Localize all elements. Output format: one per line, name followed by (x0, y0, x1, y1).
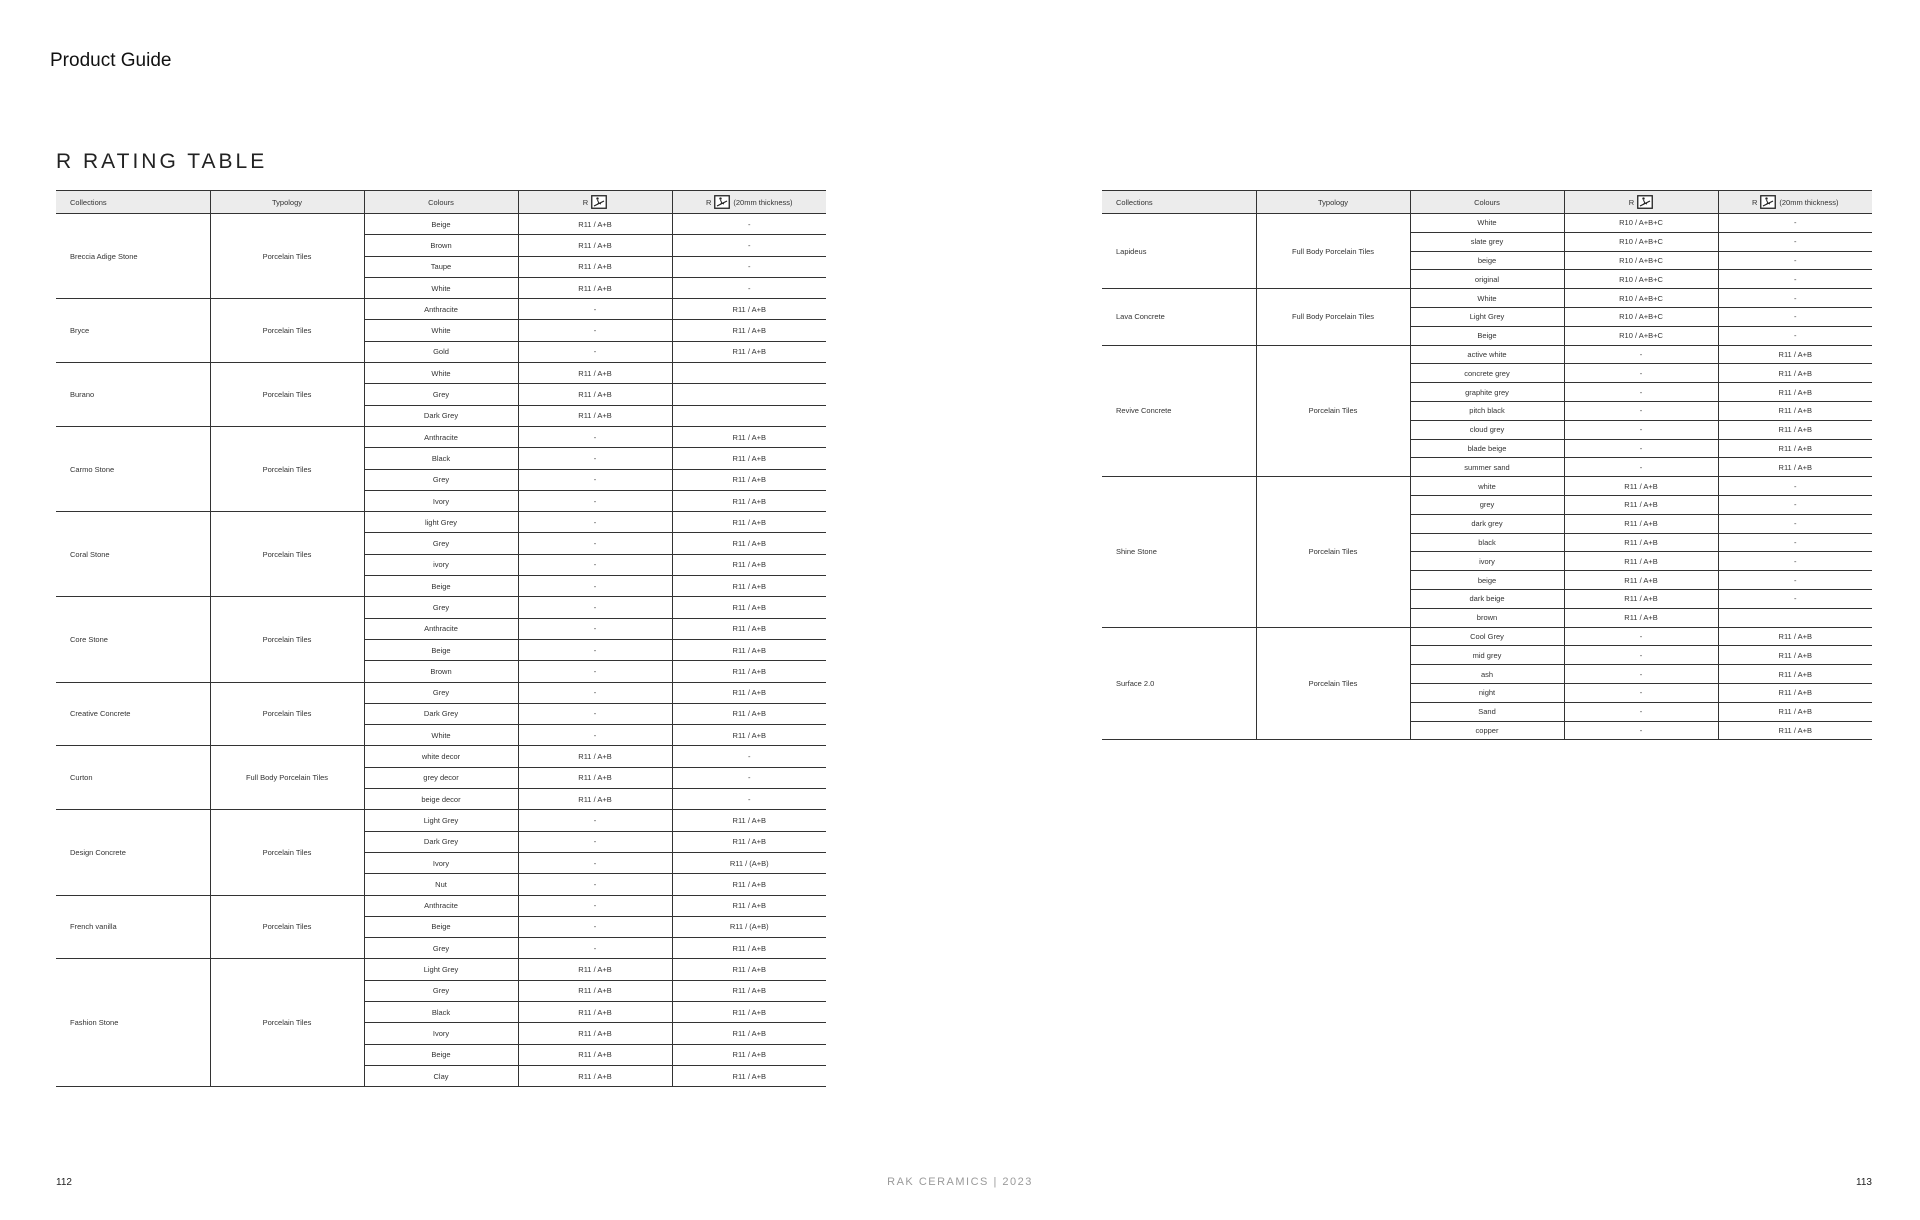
col-header-r-20mm (672, 191, 826, 214)
r-rating-20mm-cell: R11 / A+B (1718, 364, 1872, 383)
r-rating-20mm-cell: R11 / A+B (672, 682, 826, 703)
r-rating-20mm-cell: R11 / A+B (672, 618, 826, 639)
colour-cell: Black (364, 448, 518, 469)
table-row (56, 214, 826, 235)
colour-cell: Brown (364, 235, 518, 256)
collection-name: Design Concrete (56, 810, 210, 895)
r-rating-cell: - (518, 639, 672, 660)
r-rating-20mm-cell: R11 / A+B (672, 512, 826, 533)
colour-cell: slate grey (1410, 232, 1564, 251)
colour-cell: Ivory (364, 490, 518, 511)
colour-cell: light Grey (364, 512, 518, 533)
r-rating-20mm-cell: R11 / A+B (672, 661, 826, 682)
r-rating-cell: - (518, 448, 672, 469)
r-rating-cell: R11 / A+B (518, 405, 672, 426)
colour-cell: White (1410, 289, 1564, 308)
colour-cell: ivory (364, 554, 518, 575)
col-header-r20-label: R (1751, 197, 1758, 207)
col-header-typology: Typology (1256, 191, 1410, 214)
colour-cell: White (364, 320, 518, 341)
colour-cell: cloud grey (1410, 420, 1564, 439)
r-rating-20mm-cell: R11 / A+B (1718, 665, 1872, 684)
r-rating-cell: R10 / A+B+C (1564, 251, 1718, 270)
colour-cell: black (1410, 533, 1564, 552)
colour-cell: Dark Grey (364, 831, 518, 852)
col-header-thickness-note: (20mm thickness) (1779, 197, 1839, 207)
typology-cell: Full Body Porcelain Tiles (1256, 214, 1410, 289)
section-title: R RATING TABLE (56, 150, 268, 173)
collection-name: French vanilla (56, 895, 210, 959)
r-rating-20mm-cell: R11 / A+B (1718, 458, 1872, 477)
ramp-slip-icon (1760, 195, 1776, 209)
r-rating-cell: - (518, 725, 672, 746)
collection-name: Lapideus (1102, 214, 1256, 289)
colour-cell: Light Grey (1410, 307, 1564, 326)
r-rating-20mm-cell: R11 / A+B (1718, 383, 1872, 402)
r-rating-20mm-cell: R11 / A+B (672, 703, 826, 724)
r-rating-20mm-cell: R11 / A+B (672, 597, 826, 618)
colour-cell: Beige (364, 576, 518, 597)
r-rating-20mm-cell: R11 / A+B (672, 1023, 826, 1044)
r-rating-20mm-cell: - (672, 767, 826, 788)
collection-name: Carmo Stone (56, 426, 210, 511)
r-rating-20mm-cell (672, 384, 826, 405)
r-rating-cell: R10 / A+B+C (1564, 270, 1718, 289)
r-rating-cell: R11 / A+B (518, 363, 672, 384)
colour-cell: Grey (364, 980, 518, 1001)
collection-name: Fashion Stone (56, 959, 210, 1087)
r-rating-20mm-cell: R11 / A+B (672, 469, 826, 490)
r-rating-cell: - (1564, 683, 1718, 702)
r-rating-20mm-cell (672, 405, 826, 426)
col-header-r-label: R (1628, 197, 1635, 207)
r-rating-20mm-cell: R11 / A+B (1718, 702, 1872, 721)
colour-cell: Sand (1410, 702, 1564, 721)
r-rating-cell: - (1564, 383, 1718, 402)
r-rating-20mm-cell (672, 363, 826, 384)
col-header-r-20mm (1718, 191, 1872, 214)
colour-cell: Dark Grey (364, 703, 518, 724)
collection-name: Surface 2.0 (1102, 627, 1256, 740)
r-rating-cell: - (518, 533, 672, 554)
collection-name: Core Stone (56, 597, 210, 682)
colour-cell: Grey (364, 938, 518, 959)
r-rating-table-left (56, 190, 826, 1087)
colour-cell: Grey (364, 597, 518, 618)
colour-cell: pitch black (1410, 401, 1564, 420)
r-rating-cell: R11 / A+B (1564, 495, 1718, 514)
r-rating-cell: R11 / A+B (518, 1044, 672, 1065)
r-rating-cell: - (518, 512, 672, 533)
r-rating-20mm-cell: R11 / A+B (672, 874, 826, 895)
r-rating-cell: R11 / A+B (518, 235, 672, 256)
r-rating-20mm-cell: - (1718, 307, 1872, 326)
r-rating-20mm-cell: R11 / A+B (1718, 420, 1872, 439)
r-rating-20mm-cell: R11 / A+B (672, 554, 826, 575)
r-rating-cell: - (1564, 721, 1718, 740)
typology-cell: Porcelain Tiles (1256, 345, 1410, 477)
colour-cell: Taupe (364, 256, 518, 277)
r-rating-20mm-cell: - (1718, 232, 1872, 251)
r-rating-20mm-cell: - (1718, 214, 1872, 233)
r-rating-20mm-cell (1718, 608, 1872, 627)
r-rating-20mm-cell: R11 / (A+B) (672, 916, 826, 937)
table-row (1102, 214, 1872, 233)
colour-cell: night (1410, 683, 1564, 702)
colour-cell: Beige (364, 639, 518, 660)
r-rating-cell: - (1564, 665, 1718, 684)
typology-cell: Porcelain Tiles (210, 363, 364, 427)
r-rating-cell: - (518, 490, 672, 511)
table-row (56, 426, 826, 447)
colour-cell: Light Grey (364, 959, 518, 980)
colour-cell: Light Grey (364, 810, 518, 831)
col-header-colours: Colours (1410, 191, 1564, 214)
colour-cell: beige (1410, 571, 1564, 590)
r-rating-20mm-cell: R11 / A+B (672, 980, 826, 1001)
r-rating-cell: - (518, 895, 672, 916)
typology-cell: Porcelain Tiles (210, 426, 364, 511)
r-rating-20mm-cell: R11 / A+B (672, 533, 826, 554)
r-rating-20mm-cell: R11 / A+B (672, 639, 826, 660)
r-rating-20mm-cell: R11 / A+B (672, 1001, 826, 1022)
colour-cell: Anthracite (364, 299, 518, 320)
col-header-collections: Collections (56, 191, 210, 214)
collection-name: Revive Concrete (1102, 345, 1256, 477)
col-header-r (1564, 191, 1718, 214)
collection-name: Curton (56, 746, 210, 810)
r-rating-cell: R11 / A+B (1564, 514, 1718, 533)
r-rating-20mm-cell: R11 / A+B (1718, 627, 1872, 646)
colour-cell: ivory (1410, 552, 1564, 571)
col-header-colours: Colours (364, 191, 518, 214)
typology-cell: Porcelain Tiles (210, 597, 364, 682)
r-rating-cell: R11 / A+B (1564, 477, 1718, 496)
r-rating-20mm-cell: R11 / A+B (672, 426, 826, 447)
r-rating-cell: - (518, 341, 672, 362)
r-rating-cell: - (518, 618, 672, 639)
r-rating-cell: R11 / A+B (518, 767, 672, 788)
collection-name: Lava Concrete (1102, 289, 1256, 345)
typology-cell: Full Body Porcelain Tiles (1256, 289, 1410, 345)
colour-cell: Nut (364, 874, 518, 895)
colour-cell: grey decor (364, 767, 518, 788)
r-rating-20mm-cell: R11 / A+B (672, 1065, 826, 1086)
table-header-row (56, 191, 826, 214)
colour-cell: Clay (364, 1065, 518, 1086)
col-header-r (518, 191, 672, 214)
table-row (56, 810, 826, 831)
r-rating-cell: - (518, 554, 672, 575)
colour-cell: beige decor (364, 789, 518, 810)
r-rating-cell: - (518, 810, 672, 831)
r-rating-cell: R11 / A+B (518, 1065, 672, 1086)
r-rating-cell: - (1564, 401, 1718, 420)
r-rating-cell: - (518, 597, 672, 618)
r-rating-20mm-cell: R11 / A+B (672, 938, 826, 959)
r-rating-20mm-cell: - (1718, 326, 1872, 345)
r-rating-20mm-cell: R11 / A+B (672, 320, 826, 341)
colour-cell: Beige (1410, 326, 1564, 345)
r-rating-cell: - (1564, 420, 1718, 439)
colour-cell: copper (1410, 721, 1564, 740)
col-header-collections: Collections (1102, 191, 1256, 214)
r-rating-20mm-cell: - (672, 746, 826, 767)
r-rating-20mm-cell: R11 / A+B (672, 341, 826, 362)
r-rating-cell: - (518, 874, 672, 895)
r-rating-20mm-cell: - (672, 235, 826, 256)
r-rating-20mm-cell: R11 / A+B (672, 895, 826, 916)
typology-cell: Porcelain Tiles (1256, 477, 1410, 627)
r-rating-cell: - (1564, 439, 1718, 458)
r-rating-20mm-cell: - (1718, 589, 1872, 608)
r-rating-cell: R11 / A+B (518, 980, 672, 1001)
colour-cell: concrete grey (1410, 364, 1564, 383)
r-rating-cell: - (518, 938, 672, 959)
table-row (56, 746, 826, 767)
r-rating-cell: - (1564, 702, 1718, 721)
colour-cell: mid grey (1410, 646, 1564, 665)
colour-cell: white decor (364, 746, 518, 767)
r-rating-20mm-cell: - (672, 256, 826, 277)
colour-cell: Beige (364, 214, 518, 235)
r-rating-cell: - (518, 703, 672, 724)
r-rating-20mm-cell: - (1718, 251, 1872, 270)
colour-cell: dark grey (1410, 514, 1564, 533)
typology-cell: Porcelain Tiles (210, 810, 364, 895)
typology-cell: Porcelain Tiles (210, 512, 364, 597)
colour-cell: ash (1410, 665, 1564, 684)
r-rating-cell: - (518, 299, 672, 320)
r-rating-20mm-cell: R11 / A+B (672, 490, 826, 511)
colour-cell: graphite grey (1410, 383, 1564, 402)
r-rating-cell: R11 / A+B (1564, 589, 1718, 608)
colour-cell: white (1410, 477, 1564, 496)
collection-name: Burano (56, 363, 210, 427)
r-rating-20mm-cell: R11 / A+B (1718, 646, 1872, 665)
table-row (56, 682, 826, 703)
ramp-slip-icon (591, 195, 607, 209)
collection-name: Shine Stone (1102, 477, 1256, 627)
r-rating-20mm-cell: R11 / A+B (672, 1044, 826, 1065)
r-rating-20mm-cell: R11 / A+B (1718, 401, 1872, 420)
r-rating-20mm-cell: - (672, 214, 826, 235)
r-rating-cell: R11 / A+B (518, 384, 672, 405)
r-rating-cell: - (518, 852, 672, 873)
colour-cell: dark beige (1410, 589, 1564, 608)
page-number-right: 113 (1856, 1177, 1872, 1188)
colour-cell: Cool Grey (1410, 627, 1564, 646)
r-rating-20mm-cell: R11 / A+B (672, 810, 826, 831)
table-row (56, 597, 826, 618)
r-rating-cell: - (1564, 364, 1718, 383)
r-rating-cell: R11 / A+B (518, 214, 672, 235)
colour-cell: beige (1410, 251, 1564, 270)
collection-name: Creative Concrete (56, 682, 210, 746)
colour-cell: White (364, 277, 518, 298)
r-rating-20mm-cell: - (672, 277, 826, 298)
r-rating-cell: - (518, 576, 672, 597)
colour-cell: White (364, 725, 518, 746)
r-rating-cell: - (1564, 458, 1718, 477)
colour-cell: blade beige (1410, 439, 1564, 458)
r-rating-20mm-cell: - (1718, 571, 1872, 590)
table-row (56, 512, 826, 533)
typology-cell: Porcelain Tiles (210, 682, 364, 746)
r-rating-20mm-cell: - (1718, 477, 1872, 496)
r-rating-cell: R10 / A+B+C (1564, 289, 1718, 308)
r-rating-cell: R10 / A+B+C (1564, 214, 1718, 233)
colour-cell: Anthracite (364, 618, 518, 639)
table-row (56, 363, 826, 384)
r-rating-cell: - (518, 661, 672, 682)
r-rating-cell: - (1564, 646, 1718, 665)
colour-cell: Dark Grey (364, 405, 518, 426)
r-rating-cell: R10 / A+B+C (1564, 232, 1718, 251)
r-rating-cell: - (518, 916, 672, 937)
colour-cell: Ivory (364, 1023, 518, 1044)
colour-cell: Grey (364, 682, 518, 703)
r-rating-cell: - (518, 831, 672, 852)
colour-cell: Anthracite (364, 895, 518, 916)
r-rating-cell: R11 / A+B (518, 746, 672, 767)
colour-cell: Grey (364, 533, 518, 554)
table-row (56, 895, 826, 916)
r-rating-20mm-cell: - (1718, 514, 1872, 533)
col-header-r20-label: R (705, 197, 712, 207)
colour-cell: Brown (364, 661, 518, 682)
r-rating-cell: - (1564, 345, 1718, 364)
r-rating-cell: - (518, 682, 672, 703)
table-header-row (1102, 191, 1872, 214)
r-rating-20mm-cell: - (1718, 289, 1872, 308)
table-row (1102, 289, 1872, 308)
r-rating-20mm-cell: - (1718, 270, 1872, 289)
col-header-typology: Typology (210, 191, 364, 214)
colour-cell: Ivory (364, 852, 518, 873)
footer-brand: RAK CERAMICS | 2023 (887, 1176, 1033, 1188)
typology-cell: Porcelain Tiles (210, 895, 364, 959)
collection-name: Coral Stone (56, 512, 210, 597)
table-row (1102, 627, 1872, 646)
r-rating-cell: R11 / A+B (518, 1023, 672, 1044)
r-rating-cell: R11 / A+B (518, 789, 672, 810)
r-rating-table-right (1102, 190, 1872, 740)
table-row (1102, 477, 1872, 496)
r-rating-cell: R11 / A+B (518, 256, 672, 277)
colour-cell: Grey (364, 384, 518, 405)
r-rating-cell: R11 / A+B (518, 1001, 672, 1022)
r-rating-cell: R11 / A+B (1564, 608, 1718, 627)
r-rating-20mm-cell: R11 / A+B (1718, 683, 1872, 702)
typology-cell: Porcelain Tiles (1256, 627, 1410, 740)
ramp-slip-icon (1637, 195, 1653, 209)
r-rating-20mm-cell: R11 / A+B (1718, 721, 1872, 740)
r-rating-cell: R11 / A+B (518, 959, 672, 980)
table-row (56, 299, 826, 320)
r-rating-cell: R10 / A+B+C (1564, 326, 1718, 345)
typology-cell: Porcelain Tiles (210, 299, 364, 363)
typology-cell: Porcelain Tiles (210, 214, 364, 299)
r-rating-20mm-cell: R11 / A+B (1718, 439, 1872, 458)
r-rating-20mm-cell: R11 / A+B (672, 959, 826, 980)
r-rating-20mm-cell: - (672, 789, 826, 810)
collection-name: Bryce (56, 299, 210, 363)
r-rating-20mm-cell: R11 / (A+B) (672, 852, 826, 873)
r-rating-20mm-cell: R11 / A+B (672, 448, 826, 469)
r-rating-cell: R11 / A+B (1564, 552, 1718, 571)
colour-cell: Beige (364, 1044, 518, 1065)
r-rating-20mm-cell: - (1718, 552, 1872, 571)
colour-cell: White (364, 363, 518, 384)
r-rating-cell: R11 / A+B (518, 277, 672, 298)
collection-name: Breccia Adige Stone (56, 214, 210, 299)
typology-cell: Porcelain Tiles (210, 959, 364, 1087)
colour-cell: White (1410, 214, 1564, 233)
r-rating-cell: - (1564, 627, 1718, 646)
r-rating-cell: - (518, 320, 672, 341)
col-header-thickness-note: (20mm thickness) (733, 197, 793, 207)
r-rating-cell: R11 / A+B (1564, 533, 1718, 552)
table-row (56, 959, 826, 980)
r-rating-cell: R10 / A+B+C (1564, 307, 1718, 326)
r-rating-cell: R11 / A+B (1564, 571, 1718, 590)
ramp-slip-icon (714, 195, 730, 209)
r-rating-cell: - (518, 426, 672, 447)
colour-cell: summer sand (1410, 458, 1564, 477)
colour-cell: Black (364, 1001, 518, 1022)
typology-cell: Full Body Porcelain Tiles (210, 746, 364, 810)
r-rating-20mm-cell: R11 / A+B (672, 831, 826, 852)
r-rating-20mm-cell: - (1718, 533, 1872, 552)
colour-cell: brown (1410, 608, 1564, 627)
r-rating-20mm-cell: R11 / A+B (672, 725, 826, 746)
col-header-r-label: R (582, 197, 589, 207)
r-rating-20mm-cell: R11 / A+B (672, 299, 826, 320)
colour-cell: Beige (364, 916, 518, 937)
table-row (1102, 345, 1872, 364)
page-number-left: 112 (56, 1177, 72, 1188)
colour-cell: Grey (364, 469, 518, 490)
colour-cell: original (1410, 270, 1564, 289)
r-rating-20mm-cell: R11 / A+B (672, 576, 826, 597)
colour-cell: active white (1410, 345, 1564, 364)
colour-cell: Gold (364, 341, 518, 362)
page-title: Product Guide (50, 50, 172, 71)
r-rating-cell: - (518, 469, 672, 490)
r-rating-20mm-cell: R11 / A+B (1718, 345, 1872, 364)
r-rating-20mm-cell: - (1718, 495, 1872, 514)
colour-cell: grey (1410, 495, 1564, 514)
colour-cell: Anthracite (364, 426, 518, 447)
